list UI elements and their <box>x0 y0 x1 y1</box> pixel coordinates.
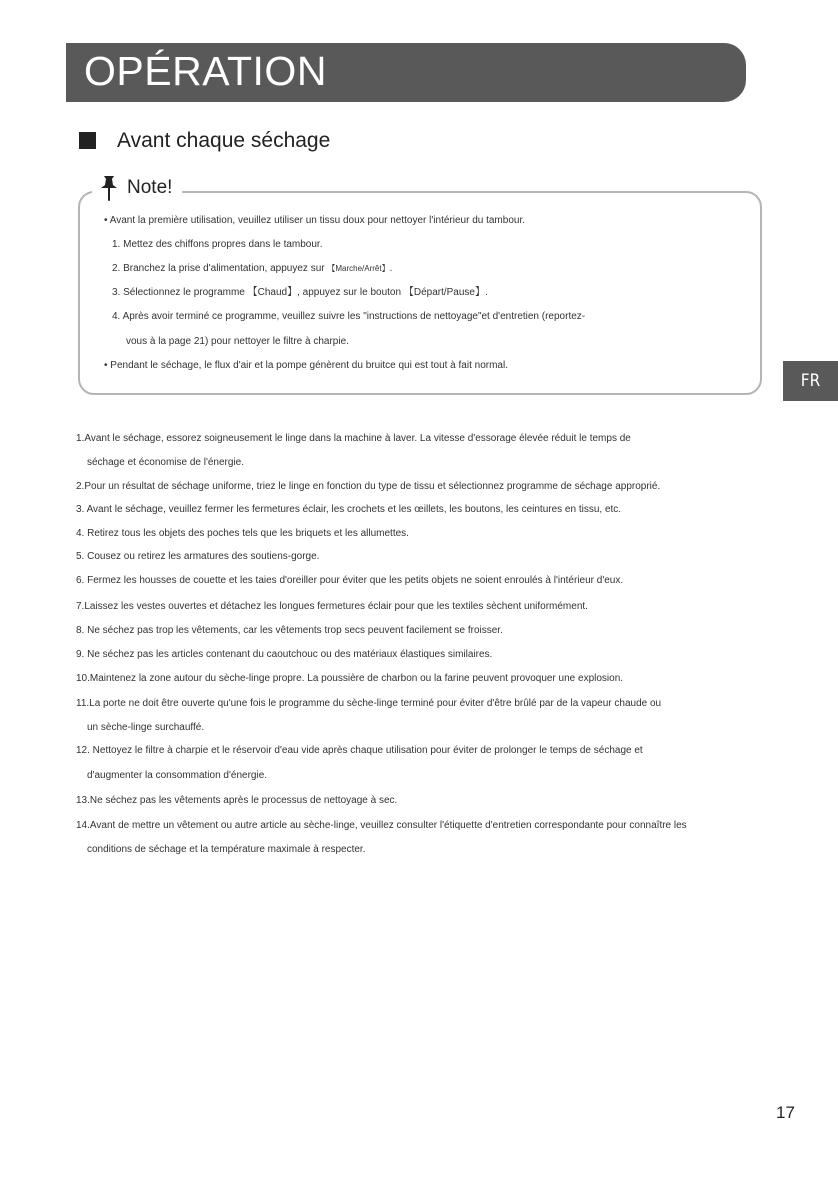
list-item-14-cont: conditions de séchage et la température maximale à respecter. <box>87 844 366 855</box>
list-item-11: 11.La porte ne doit être ouverte qu'une fois le programme du sèche-linge terminé pour éviter d'être brûlé par de la vapeur chaude ou <box>76 698 662 709</box>
list-item-6: 6. Fermez les housses de couette et les taies d'oreiller pour éviter que les petits objets ne soient enroulés à l'intérieur d'eux. <box>76 575 624 586</box>
list-item-2: 2.Pour un résultat de séchage uniforme, triez le linge en fonction du type de tissu et sélectionnez programme de séchage approprié. <box>76 481 661 492</box>
section-bullet-square <box>79 132 96 149</box>
list-item-3: 3. Avant le séchage, veuillez fermer les fermetures éclair, les crochets et les œillets, les boutons, les ceintures en tissu, etc. <box>76 504 622 515</box>
list-item-7: 7.Laissez les vestes ouvertes et détachez les longues fermetures éclair pour que les textiles sèchent uniformément. <box>76 601 588 612</box>
note-step-2 <box>112 263 392 275</box>
pushpin-icon <box>98 174 120 202</box>
note-intro: • Avant la première utilisation, veuillez utiliser un tissu doux pour nettoyer l'intérieur du tambour. <box>104 215 526 226</box>
list-item-12-cont: d'augmenter la consommation d'énergie. <box>87 770 268 781</box>
program-key-label: 【Chaud】 <box>247 287 298 298</box>
note-step-2-end: . <box>389 263 393 274</box>
power-key-label: 【Marche/Arrêt】 <box>327 264 390 273</box>
note-step-3-end: . <box>485 287 488 298</box>
list-item-1: 1.Avant le séchage, essorez soigneusement le linge dans la machine à laver. La vitesse d'essorage élevée réduit le temps de <box>76 433 631 444</box>
note-step-2-text: 2. Branchez la prise d'alimentation, appuyez sur <box>112 263 328 274</box>
list-item-12: 12. Nettoyez le filtre à charpie et le réservoir d'eau vide après chaque utilisation pour éviter de prolonger le temps de séchage et <box>76 745 643 756</box>
note-step-4-line-1: 4. Après avoir terminé ce programme, veuillez suivre les "instructions de nettoyage"et d'entretien (reportez- <box>112 311 586 322</box>
list-item-11-cont: un sèche-linge surchauffé. <box>87 722 205 733</box>
note-outro: • Pendant le séchage, le flux d'air et la pompe génèrent du bruitce qui est tout à fait normal. <box>104 360 508 371</box>
note-step-3-mid: , appuyez sur le bouton <box>297 287 404 298</box>
list-item-9: 9. Ne séchez pas les articles contenant du caoutchouc ou des matériaux élastiques similaires. <box>76 649 493 660</box>
header-bar <box>66 43 746 102</box>
list-item-13: 13.Ne séchez pas les vêtements après le processus de nettoyage à sec. <box>76 795 398 806</box>
list-item-4: 4. Retirez tous les objets des poches tels que les briquets et les allumettes. <box>76 528 409 539</box>
language-tab-fr: FR <box>783 361 838 401</box>
note-header <box>92 174 182 202</box>
note-step-4-line-2: vous à la page 21) pour nettoyer le filtre à charpie. <box>126 336 349 347</box>
section-title: Avant chaque séchage <box>117 129 331 152</box>
note-title: Note! <box>127 177 173 198</box>
list-item-5: 5. Cousez ou retirez les armatures des soutiens-gorge. <box>76 551 320 562</box>
list-item-14: 14.Avant de mettre un vêtement ou autre article au sèche-linge, veuillez consulter l'étiquette d'entretien correspondante pour connaître les <box>76 820 687 831</box>
note-step-3-text: 3. Sélectionnez le programme <box>112 287 248 298</box>
note-step-3 <box>112 287 488 299</box>
start-pause-key-label: 【Départ/Pause】 <box>403 287 485 298</box>
page-title: OPÉRATION <box>84 48 327 94</box>
list-item-10: 10.Maintenez la zone autour du sèche-linge propre. La poussière de charbon ou la farine peuvent provoquer une explosion. <box>76 673 624 684</box>
list-item-1-cont: séchage et économise de l'énergie. <box>87 457 245 468</box>
page-number: 17 <box>776 1103 795 1122</box>
note-step-1: 1. Mettez des chiffons propres dans le tambour. <box>112 239 323 250</box>
list-item-8: 8. Ne séchez pas trop les vêtements, car les vêtements trop secs peuvent facilement se froisser. <box>76 625 503 636</box>
